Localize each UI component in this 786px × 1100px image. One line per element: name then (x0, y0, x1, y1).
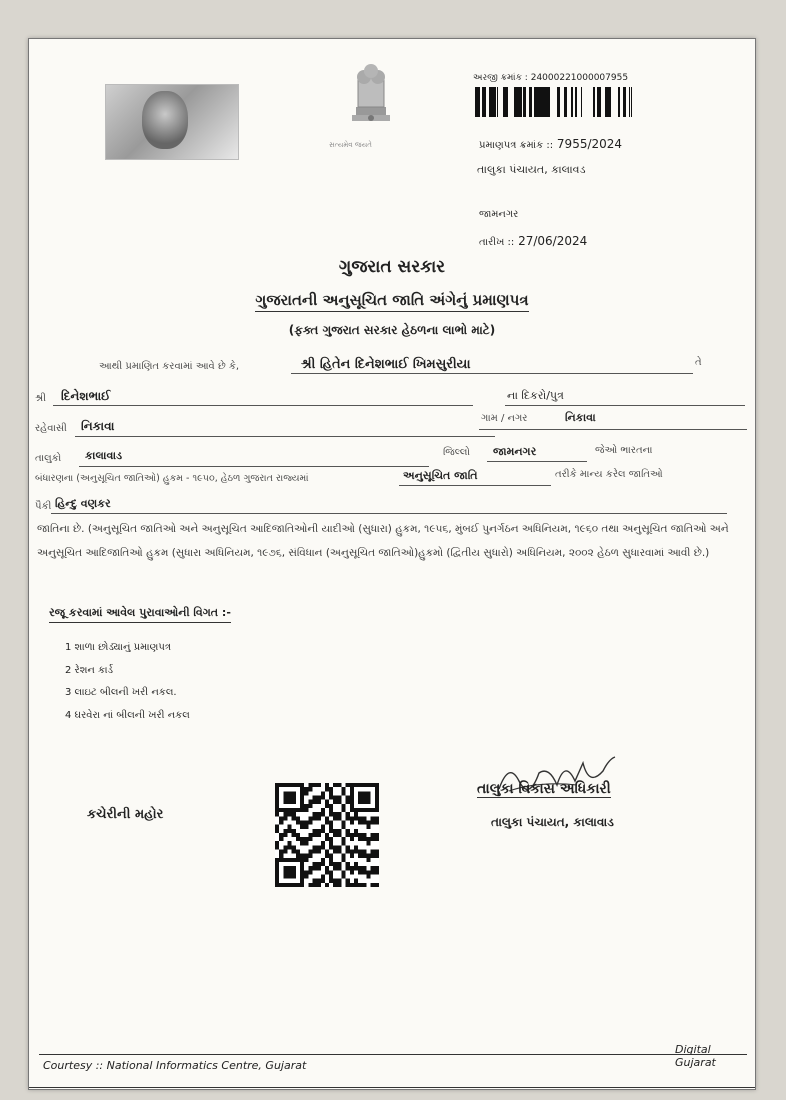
barcode (475, 87, 639, 117)
applicant-name: શ્રી હિતેન દિનેશભાઈ ખિમસુરીયા (301, 357, 471, 372)
relation: ના દિકરો/પુત્ર (507, 389, 564, 402)
issue-date: તારીખ :: 27/06/2024 (479, 234, 588, 248)
indian-label: જેઓ ભારતના (595, 445, 653, 456)
applicant-photo (105, 84, 239, 160)
documents-heading: રજૂ કરવામાં આવેલ પુરાવાઓની વિગત :- (49, 606, 231, 623)
state-emblem-icon (334, 55, 408, 145)
among-label: પૈકી (35, 501, 52, 512)
name-suffix: તે (695, 357, 702, 368)
father-name: દિનેશભાઈ (61, 389, 111, 403)
certificate-page (28, 38, 756, 1090)
taluka-label: તાલુકો (35, 453, 62, 464)
documents-list (65, 637, 190, 727)
officer-office: તાલુકા પંચાયત, કાલાવાડ (491, 815, 614, 829)
emblem-caption: સત્યમેવ જયતે (329, 141, 372, 149)
qr-code (275, 783, 379, 887)
courtesy-text: Courtesy :: National Informatics Centre, Gujarat (43, 1059, 307, 1072)
taluka-value: કાલાવાડ (85, 449, 123, 462)
officer-designation: તાલુકા વિકાસ અધિકારી (477, 781, 611, 797)
village-label: ગામ / નગર (481, 413, 528, 424)
issuing-office: તાલુકા પંચાયત, કાલાવડ (477, 163, 586, 176)
category-value: અનુસૂચિત જાતિ (403, 469, 478, 482)
resident-label: રહેવાસી (35, 423, 67, 434)
legal-paragraph: જાતિના છે. (અનુસૂચિત જાતિઓ અને અનુસૂચિત આદિજાતિઓની યાદીઓ (સુધારા) હુકમ, ૧૯૫૬, મુંબઈ પુનર્ગઠન અધિનિયમ, ૧૯૬૦ તથા અનુસૂચિત જાતિઓ અને અનુસૂચિત આદિજાતિઓ હુકમ (સુધારા અધિનિયમ, ૧૯૭૬, સંવિધાન (અનુસૂચિત જાતિઓ)હુકમો (દ્વિતીય સુધારો) અધિનિયમ, ૨૦૦૨ હેઠળ સુધારવામાં આવી છે.) (37, 523, 729, 559)
barcode-number: અરજી ક્રમાંક : 24000221000007955 (473, 73, 629, 83)
issuing-district: જામનગર (479, 209, 519, 220)
recognized-label: તરીકે માન્ય કરેલ જાતિઓ (555, 469, 663, 480)
village-value: નિકાવા (565, 411, 596, 424)
list-item: 3 લાઇટ બીલની ખરી નકલ. (65, 687, 177, 698)
district-value: જામનગર (493, 445, 537, 458)
certificate-number: પ્રમાણપત્ર ક્રમાંક :: 7955/2024 (479, 137, 623, 151)
list-item: 4 ઘરવેરા નાં બીલની ખરી નકલ (65, 709, 190, 721)
resident-value: નિકાવા (81, 419, 115, 433)
certificate-subtitle: (ફક્ત ગુજરાત સરકાર હેઠળના લાભો માટે) (288, 323, 496, 337)
list-item: 1 શાળા છોડ્યાનું પ્રમાણપત્ર (65, 642, 171, 653)
caste-value: હિન્દુ વણકર (55, 497, 111, 510)
district-label: જિલ્લો (443, 447, 470, 458)
office-seal-label: કચેરીની મહોર (87, 807, 164, 822)
government-heading: ગુજરાત સરકાર (338, 257, 446, 277)
father-label: શ્રી (35, 393, 47, 404)
certify-label: આથી પ્રમાણિત કરવામાં આવે છે કે, (99, 361, 240, 372)
constitution-text: બંધારણના (અનુસૂચિત જાતિઓ) હુકમ - ૧૯૫૦, હેઠળ ગુજરાત રાજ્યમાં (35, 473, 309, 484)
digital-gujarat-label: Digital Gujarat (675, 1043, 716, 1069)
list-item: 2 રેશન કાર્ડ (65, 664, 114, 676)
certificate-title: ગુજરાતની અનુસૂચિત જાતિ અંગેનું પ્રમાણપત્ર (29, 291, 755, 309)
